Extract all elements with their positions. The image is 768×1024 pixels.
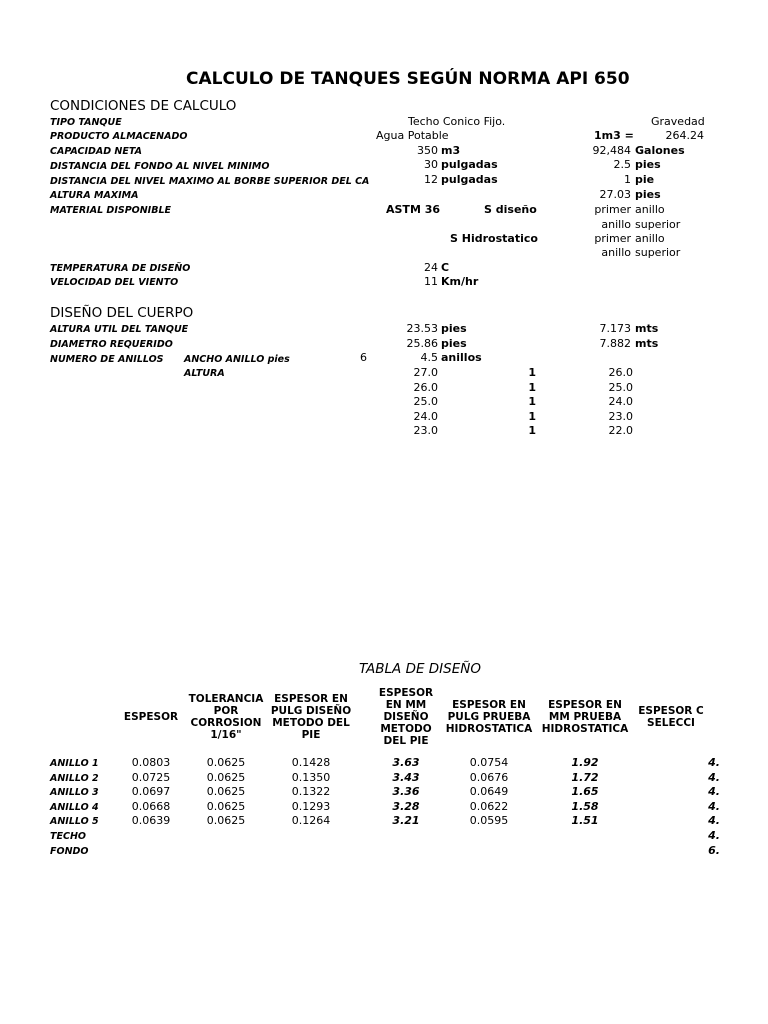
altura-row-cell: 23.0 <box>608 409 633 423</box>
design-table-header: ESPESOR C SELECCI <box>638 705 704 729</box>
altura-maxima-value: 27.03 <box>599 188 631 201</box>
temperatura-label: TEMPERATURA DE DISEÑO <box>50 263 191 274</box>
design-table-cell: 1.58 <box>571 799 599 813</box>
ancho-anillo-value: 6 <box>360 351 367 364</box>
design-table-row-label: ANILLO 5 <box>50 816 99 828</box>
diametro-unit: pies <box>441 337 467 350</box>
altura-util-value: 23.53 <box>406 322 438 335</box>
producto-value: Agua Potable <box>376 129 449 142</box>
viento-label: VELOCIDAD DEL VIENTO <box>50 277 179 288</box>
temperatura-value: 24 <box>424 261 438 274</box>
design-table-cell: 0.0803 <box>131 756 171 769</box>
viento-unit: Km/hr <box>441 275 479 288</box>
altura-row-cell: 1 <box>528 424 536 438</box>
anillos-value: 4.5 <box>420 351 438 364</box>
design-table-cell: 0.0625 <box>206 770 246 784</box>
design-table-cell: 0.1264 <box>291 814 331 828</box>
diametro-label: DIAMETRO REQUERIDO <box>50 339 173 350</box>
design-table-cell: 1.65 <box>571 785 599 799</box>
design-table-cell: 3.63 <box>392 756 420 769</box>
material-anillo-word-1: anillo <box>635 203 665 216</box>
page-title: CALCULO DE TANQUES SEGÚN NORMA API 650 <box>186 69 630 89</box>
capacidad-unit2: Galones <box>635 144 685 157</box>
design-table-cell: 0.0754 <box>469 756 509 769</box>
altura-row-cell: 26.0 <box>413 380 438 394</box>
viento-value: 11 <box>424 275 438 288</box>
anillos-unit: anillos <box>441 351 482 364</box>
design-table-cell: 3.36 <box>392 785 420 799</box>
design-table-cell: 4. <box>708 785 720 799</box>
design-table-cell: 6. <box>708 843 720 857</box>
design-table-cell: 4. <box>708 829 720 842</box>
material-anillo-word-4: anillo <box>601 246 631 259</box>
s-hidrostatico-label: S Hidrostatico <box>450 232 538 245</box>
design-table-cell: 0.0625 <box>206 814 246 828</box>
design-table-cell: 0.0649 <box>469 785 509 799</box>
design-table-header: ESPESOR EN MM DISEÑO METODO DEL PIE <box>378 687 434 747</box>
material-anillo-word-3: anillo <box>635 232 665 245</box>
s-diseno-label: S diseño <box>484 203 537 216</box>
design-table-cell: 3.28 <box>392 799 420 813</box>
design-table-caption: TABLA DE DISEÑO <box>359 661 481 677</box>
design-table-row-label: FONDO <box>50 845 89 857</box>
altura-row-cell: 24.0 <box>413 409 438 423</box>
dist-fondo-unit: pulgadas <box>441 158 498 171</box>
design-table-row-label: ANILLO 2 <box>50 772 99 784</box>
design-table-cell: 0.0668 <box>131 799 171 813</box>
altura-util-value2: 7.173 <box>599 322 631 335</box>
dist-nivel-label: DISTANCIA DEL NIVEL MAXIMO AL BORBE SUPERIOR DEL CA <box>50 176 370 187</box>
body-design-heading: DISEÑO DEL CUERPO <box>50 305 194 321</box>
design-table-cell: 1.72 <box>571 770 599 784</box>
altura-row-cell: 1 <box>528 409 536 423</box>
design-table-cell: 0.0625 <box>206 756 246 769</box>
design-table-header: TOLERANCIA POR CORROSION 1/16" <box>188 693 264 741</box>
conditions-heading: CONDICIONES DE CALCULO <box>50 98 237 114</box>
design-table-cell: 3.43 <box>392 770 420 784</box>
design-table-row-label: ANILLO 3 <box>50 787 99 799</box>
ancho-anillo-label: ANCHO ANILLO pies <box>184 354 290 365</box>
anillos-label: NUMERO DE ANILLOS <box>50 354 164 365</box>
tipo-tanque-extra: Gravedad <box>651 115 705 128</box>
capacidad-label: CAPACIDAD NETA <box>50 146 142 157</box>
design-table-cell: 1.51 <box>571 814 599 828</box>
design-table-header: ESPESOR EN PULG PRUEBA HIDROSTATICA <box>445 699 533 735</box>
temperatura-unit: C <box>441 261 450 274</box>
design-table-cell: 0.1428 <box>291 756 331 769</box>
design-table-cell: 4. <box>708 770 720 784</box>
altura-label: ALTURA <box>184 368 225 379</box>
producto-label: PRODUCTO ALMACENADO <box>50 131 188 142</box>
capacidad-unit: m3 <box>441 144 461 157</box>
altura-maxima-unit: pies <box>635 188 661 201</box>
design-table-cell: 0.0725 <box>131 770 171 784</box>
capacidad-value: 350 <box>417 144 438 157</box>
dist-nivel-value: 12 <box>424 173 438 186</box>
dist-nivel-unit: pulgadas <box>441 173 498 186</box>
design-table-row-label: ANILLO 4 <box>50 801 99 813</box>
material-value: ASTM 36 <box>386 203 441 216</box>
design-table-cell: 0.1322 <box>291 785 331 799</box>
dist-nivel-value2: 1 <box>624 173 631 186</box>
dist-nivel-unit2: pie <box>635 173 655 186</box>
altura-util-unit: pies <box>441 322 467 335</box>
dist-fondo-value: 30 <box>424 158 438 171</box>
altura-row-cell: 26.0 <box>608 366 633 379</box>
capacidad-value2: 92,484 <box>592 144 631 157</box>
design-table-header: ESPESOR EN MM PRUEBA HIDROSTATICA <box>541 699 629 735</box>
altura-row-cell: 25.0 <box>413 395 438 409</box>
design-table-cell: 0.0697 <box>131 785 171 799</box>
diametro-value: 25.86 <box>406 337 438 350</box>
material-label: MATERIAL DISPONIBLE <box>50 205 171 216</box>
diametro-unit2: mts <box>635 337 659 350</box>
design-table-cell: 4. <box>708 756 720 769</box>
conversion-value: 264.24 <box>665 129 704 142</box>
design-table-cell: 0.1350 <box>291 770 331 784</box>
tipo-tanque-value: Techo Conico Fijo. <box>408 115 506 128</box>
design-table-row-label: ANILLO 1 <box>50 758 99 769</box>
design-table-cell: 1.92 <box>571 756 599 769</box>
dist-fondo-value2: 2.5 <box>613 158 631 171</box>
design-table-cell: 4. <box>708 814 720 828</box>
design-table-cell: 0.0625 <box>206 799 246 813</box>
altura-row-cell: 24.0 <box>608 395 633 409</box>
altura-row-cell: 23.0 <box>413 424 438 438</box>
design-table-cell: 0.0625 <box>206 785 246 799</box>
material-anillo-word-2: anillo <box>601 218 631 231</box>
tipo-tanque-label: TIPO TANQUE <box>50 117 122 128</box>
design-table-cell: 4. <box>708 799 720 813</box>
diametro-value2: 7.882 <box>599 337 631 350</box>
dist-fondo-unit2: pies <box>635 158 661 171</box>
altura-row-cell: 1 <box>528 380 536 394</box>
material-anillo-primer-2: primer <box>594 232 631 245</box>
design-table-cell: 0.0595 <box>469 814 509 828</box>
material-anillo-primer-1: primer <box>594 203 631 216</box>
design-table-row-label: TECHO <box>50 831 86 842</box>
altura-util-label: ALTURA UTIL DEL TANQUE <box>50 324 189 335</box>
design-table-header: ESPESOR <box>123 711 179 723</box>
altura-row-cell: 1 <box>528 395 536 409</box>
material-anillo-superior-2: superior <box>635 246 681 259</box>
conversion-label: 1m3 = <box>594 129 634 142</box>
design-table-header: ESPESOR EN PULG DISEÑO METODO DEL PIE <box>270 693 352 741</box>
altura-util-unit2: mts <box>635 322 659 335</box>
design-table-cell: 0.1293 <box>291 799 331 813</box>
altura-row-cell: 22.0 <box>608 424 633 438</box>
altura-maxima-label: ALTURA MAXIMA <box>50 190 139 201</box>
design-table-cell: 3.21 <box>392 814 420 828</box>
altura-row-cell: 25.0 <box>608 380 633 394</box>
altura-row-cell: 27.0 <box>413 366 438 379</box>
design-table-cell: 0.0676 <box>469 770 509 784</box>
dist-fondo-label: DISTANCIA DEL FONDO AL NIVEL MINIMO <box>50 161 270 172</box>
altura-row-cell: 1 <box>528 366 536 379</box>
design-table-cell: 0.0622 <box>469 799 509 813</box>
material-anillo-superior-1: superior <box>635 218 681 231</box>
design-table-cell: 0.0639 <box>131 814 171 828</box>
